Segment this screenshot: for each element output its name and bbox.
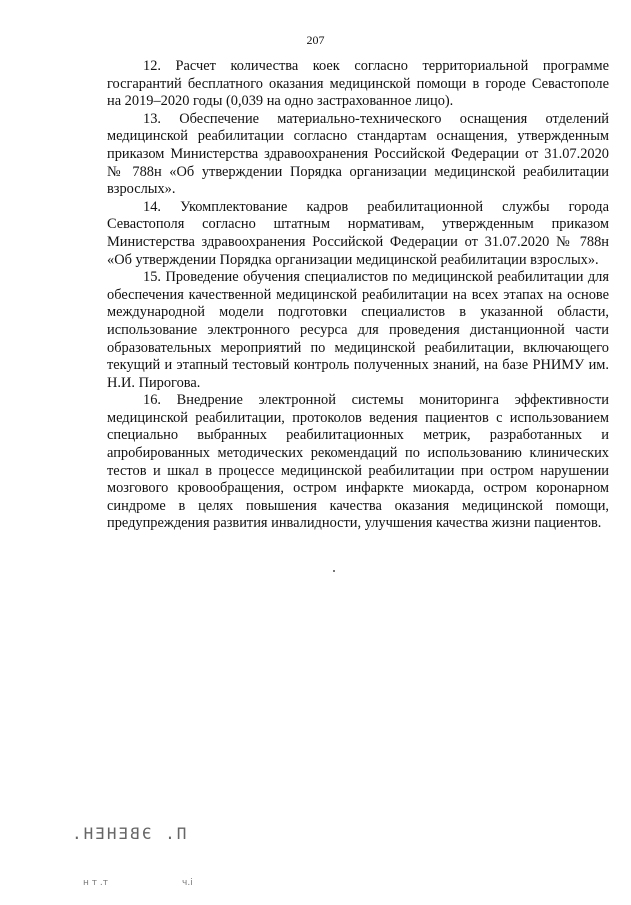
stray-dot — [333, 570, 335, 572]
paragraph-15: 15. Проведение обучения специалистов по медицинской реабилитации для обеспечения качественной медицинской реабилитации на всех этапах на основе международной модели подготовки специалистов в указанной области, использование электронного ресурса для проведения дистанционной части образовательных мероприятий по медицинской реабилитации, включающего текущий и этапный тестовый контроль полученных знаний, на базе РНИМУ им. Н.И. Пирогова. — [107, 269, 609, 391]
footer-stamp: П. ЭВЕНЕН. — [70, 824, 187, 843]
paragraph-13: 13. Обеспечение материально-технического оснащения отделений медицинской реабилитации согласно стандартам оснащения, утвержденным приказом Министерства здравоохранения Российской Федерации от 31.07.2020 № 788н «Об утверждении Порядка организации медицинской реабилитации взрослых». — [107, 110, 609, 198]
paragraph-12: 12. Расчет количества коек согласно территориальной программе госгарантий бесплатного оказания медицинской помощи в городе Севастополе на 2019–2020 годы (0,039 на одно застрахованное лицо). — [107, 58, 609, 110]
footer-mark-right: ч.і — [182, 878, 193, 888]
page-number: 207 — [306, 33, 325, 47]
document-body — [107, 58, 609, 533]
footer-mark-left: н т .т — [83, 878, 108, 888]
paragraph-16: 16. Внедрение электронной системы мониторинга эффективности медицинской реабилитации, протоколов ведения пациентов с использованием специально выбранных реабилитационных метрик, разработанных и апробированных методических рекомендаций по использованию клинических тестов и шкал в процессе медицинской реабилитации при остром нарушении мозгового кровообращения, остром инфаркте миокарда, остром коронарном синдроме в целях повышения качества оказания медицинской помощи, предупреждения развития инвалидности, улучшения качества жизни пациентов. — [107, 392, 609, 532]
paragraph-14: 14. Укомплектование кадров реабилитационной службы города Севастополя согласно штатным нормативам, утвержденным приказом Министерства здравоохранения Российской Федерации от 31.07.2020 № 788н «Об утверждении Порядка организации медицинской реабилитации взрослых». — [107, 198, 609, 268]
